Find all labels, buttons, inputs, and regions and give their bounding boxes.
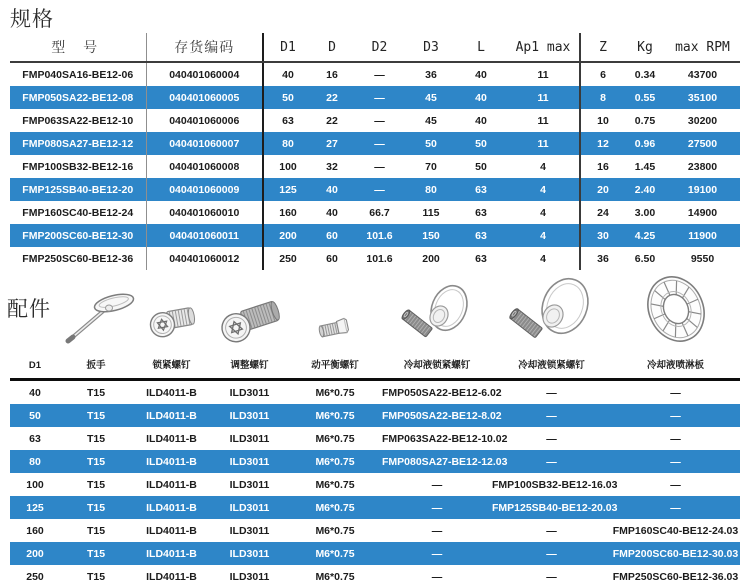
cell: 040401060008 [146,155,263,178]
cell: 100 [10,473,60,496]
table-row [10,542,740,565]
cell: 040401060012 [146,247,263,270]
table-row [10,565,740,588]
cell: ILD3011 [211,519,288,542]
cell: T15 [60,427,132,450]
table-row [10,155,740,178]
cell: 40 [312,178,352,201]
cell: 16 [580,155,625,178]
cell: 45 [407,86,455,109]
table-row [10,247,740,270]
cell: 101.6 [352,247,407,270]
cell: ILD4011-B [132,473,211,496]
cell: — [352,86,407,109]
cell: ILD4011-B [132,565,211,588]
cell: 40 [455,62,507,86]
table-row [10,496,740,519]
cell: ILD4011-B [132,427,211,450]
cell: 35100 [665,86,740,109]
cell: 40 [455,109,507,132]
cell: FMP050SA22-BE12-6.02 [382,380,492,405]
cell: 125 [263,178,312,201]
cell: 4 [507,178,580,201]
cell: 80 [407,178,455,201]
cell: M6*0.75 [288,450,382,473]
cell: — [382,473,492,496]
cell: M6*0.75 [288,496,382,519]
accessories-section-title: 配件 [7,293,51,323]
cell: 12 [580,132,625,155]
header-cell: 锁紧螺钉 [132,348,211,380]
header-cell: max RPM [665,33,740,62]
cell: M6*0.75 [288,519,382,542]
cell: 40 [455,86,507,109]
cell: M6*0.75 [288,565,382,588]
cell: 11 [507,86,580,109]
cell: 040401060009 [146,178,263,201]
header-cell: Kg [625,33,665,62]
cell: — [352,62,407,86]
header-cell: 存货编码 [146,33,263,62]
cell: T15 [60,565,132,588]
cell: 14900 [665,201,740,224]
cell: — [611,427,740,450]
cell: FMP160SC40-BE12-24 [10,201,146,224]
cell: ILD4011-B [132,542,211,565]
cell: 27 [312,132,352,155]
cell: 22 [312,86,352,109]
cell: — [382,519,492,542]
cell: T15 [60,542,132,565]
cell: 40 [312,201,352,224]
cell: ILD4011-B [132,519,211,542]
cell: 150 [407,224,455,247]
header-cell: Ap1 max [507,33,580,62]
cell: 80 [10,450,60,473]
accessories-table [10,272,740,588]
spec-section-title: 规格 [10,3,54,33]
cell: 040401060006 [146,109,263,132]
cell: FMP160SC40-BE12-24.03 [611,519,740,542]
table-row [10,404,740,427]
cell: FMP040SA16-BE12-06 [10,62,146,86]
cell: 11 [507,62,580,86]
header-cell: Z [580,33,625,62]
cell: 3.00 [625,201,665,224]
spec-table-body [10,62,740,270]
cell: 11 [507,109,580,132]
cell: 040401060004 [146,62,263,86]
cell: T15 [60,380,132,405]
cell: 63 [455,178,507,201]
cell: 50 [407,132,455,155]
cell: FMP250SC60-BE12-36 [10,247,146,270]
cell: — [611,450,740,473]
cell: 80 [263,132,312,155]
header-cell: 冷却液锁紧螺钉 [382,348,492,380]
cell: FMP080SA27-BE12-12.03 [382,450,492,473]
cell: 100 [263,155,312,178]
cell: 2.40 [625,178,665,201]
table-row [10,473,740,496]
cell: 040401060005 [146,86,263,109]
cell: 63 [263,109,312,132]
cell: — [611,404,740,427]
spec-header-row [10,33,740,62]
header-cell: D1 [263,33,312,62]
cell: 43700 [665,62,740,86]
cell: — [611,380,740,405]
cell: — [382,496,492,519]
cell: FMP100SB32-BE12-16 [10,155,146,178]
cell: 101.6 [352,224,407,247]
cell: 60 [312,224,352,247]
cell: FMP125SB40-BE12-20 [10,178,146,201]
cell: FMP063SA22-BE12-10 [10,109,146,132]
accessory-icons-row [10,272,740,348]
cell: 9550 [665,247,740,270]
cell: T15 [60,519,132,542]
cell: M6*0.75 [288,427,382,450]
cell: 0.96 [625,132,665,155]
cell: 50 [455,155,507,178]
cell: 36 [407,62,455,86]
cell: 24 [580,201,625,224]
table-row [10,109,740,132]
cell: T15 [60,404,132,427]
cell: 6.50 [625,247,665,270]
coolant-lock-screw-icon [393,280,481,346]
balance-screw-icon [314,310,356,346]
t-handle-wrench-icon [60,284,146,346]
cell: 4 [507,247,580,270]
cell: 4 [507,155,580,178]
cell: 160 [263,201,312,224]
table-row [10,224,740,247]
cell: 30 [580,224,625,247]
cell: 200 [407,247,455,270]
cell: 63 [10,427,60,450]
cell: — [611,473,740,496]
cell: 200 [10,542,60,565]
cell: T15 [60,450,132,473]
header-cell: D3 [407,33,455,62]
accessories-header-row [10,348,740,380]
header-cell: D1 [10,348,60,380]
cell: — [492,565,611,588]
cell: M6*0.75 [288,380,382,405]
cell: M6*0.75 [288,542,382,565]
cell: 22 [312,109,352,132]
table-row [10,201,740,224]
cell: ILD3011 [211,496,288,519]
cell: M6*0.75 [288,473,382,496]
cell: 23800 [665,155,740,178]
coolant-spray-plate-icon [637,272,715,346]
cell: ILD3011 [211,380,288,405]
header-cell: 扳手 [60,348,132,380]
cell: 250 [263,247,312,270]
cell: — [492,404,611,427]
cell: 27500 [665,132,740,155]
cell: 30200 [665,109,740,132]
header-cell: D2 [352,33,407,62]
cell: 50 [10,404,60,427]
cell: 0.55 [625,86,665,109]
cell: FMP100SB32-BE12-16.03 [492,473,611,496]
cell: 040401060011 [146,224,263,247]
table-row [10,380,740,405]
cell: FMP050SA22-BE12-08 [10,86,146,109]
cell: — [382,565,492,588]
cell: FMP200SC60-BE12-30 [10,224,146,247]
cell: FMP063SA22-BE12-10.02 [382,427,492,450]
cell: — [352,178,407,201]
cell: ILD4011-B [132,450,211,473]
cell: 250 [10,565,60,588]
header-cell: 冷却液喷淋板 [611,348,740,380]
cell: ILD3011 [211,565,288,588]
cell: T15 [60,473,132,496]
table-row [10,178,740,201]
header-cell: D [312,33,352,62]
header-cell: 冷却液锁紧螺钉 [492,348,611,380]
cell: 40 [263,62,312,86]
cell: — [492,450,611,473]
empty-cell [10,272,60,348]
cell: 50 [455,132,507,155]
cell: — [492,427,611,450]
cell: — [611,496,740,519]
cell: 10 [580,109,625,132]
cell: 125 [10,496,60,519]
header-cell: 调整螺钉 [211,348,288,380]
cell: 0.34 [625,62,665,86]
cell: FMP050SA22-BE12-8.02 [382,404,492,427]
cell: 20 [580,178,625,201]
table-row [10,132,740,155]
cell: ILD4011-B [132,380,211,405]
cell: 50 [263,86,312,109]
cell: 45 [407,109,455,132]
table-row [10,62,740,86]
table-row [10,427,740,450]
cell: — [492,542,611,565]
table-row [10,519,740,542]
header-cell: 型 号 [10,33,146,62]
cell: 8 [580,86,625,109]
cell: 40 [10,380,60,405]
cell: 11900 [665,224,740,247]
cell: 1.45 [625,155,665,178]
cell: 4 [507,201,580,224]
cell: ILD3011 [211,404,288,427]
cell: 63 [455,201,507,224]
coolant-lock-screw-large-icon [503,276,601,346]
cell: 0.75 [625,109,665,132]
cell: 6 [580,62,625,86]
cell: — [492,519,611,542]
lock-screw-icon [140,294,204,346]
cell: 160 [10,519,60,542]
cell: 19100 [665,178,740,201]
cell: FMP250SC60-BE12-36.03 [611,565,740,588]
cell: 32 [312,155,352,178]
cell: 115 [407,201,455,224]
cell: 200 [263,224,312,247]
cell: M6*0.75 [288,404,382,427]
cell: 60 [312,247,352,270]
header-cell: 动平衡螺钉 [288,348,382,380]
adjust-screw-icon [213,288,287,346]
cell: 63 [455,247,507,270]
cell: FMP125SB40-BE12-20.03 [492,496,611,519]
cell: 4.25 [625,224,665,247]
table-row [10,450,740,473]
cell: 36 [580,247,625,270]
cell: 16 [312,62,352,86]
cell: FMP200SC60-BE12-30.03 [611,542,740,565]
cell: 040401060007 [146,132,263,155]
cell: 66.7 [352,201,407,224]
cell: ILD3011 [211,473,288,496]
cell: ILD3011 [211,542,288,565]
cell: — [352,132,407,155]
cell: 040401060010 [146,201,263,224]
cell: ILD3011 [211,427,288,450]
cell: ILD4011-B [132,404,211,427]
cell: — [492,380,611,405]
cell: 63 [455,224,507,247]
cell: 4 [507,224,580,247]
cell: T15 [60,496,132,519]
cell: ILD4011-B [132,496,211,519]
cell: — [352,109,407,132]
cell: FMP080SA27-BE12-12 [10,132,146,155]
spec-table [10,33,740,270]
table-row [10,86,740,109]
cell: ILD3011 [211,450,288,473]
cell: — [382,542,492,565]
cell: 11 [507,132,580,155]
accessories-table-body [10,380,740,588]
cell: — [352,155,407,178]
cell: 70 [407,155,455,178]
header-cell: L [455,33,507,62]
